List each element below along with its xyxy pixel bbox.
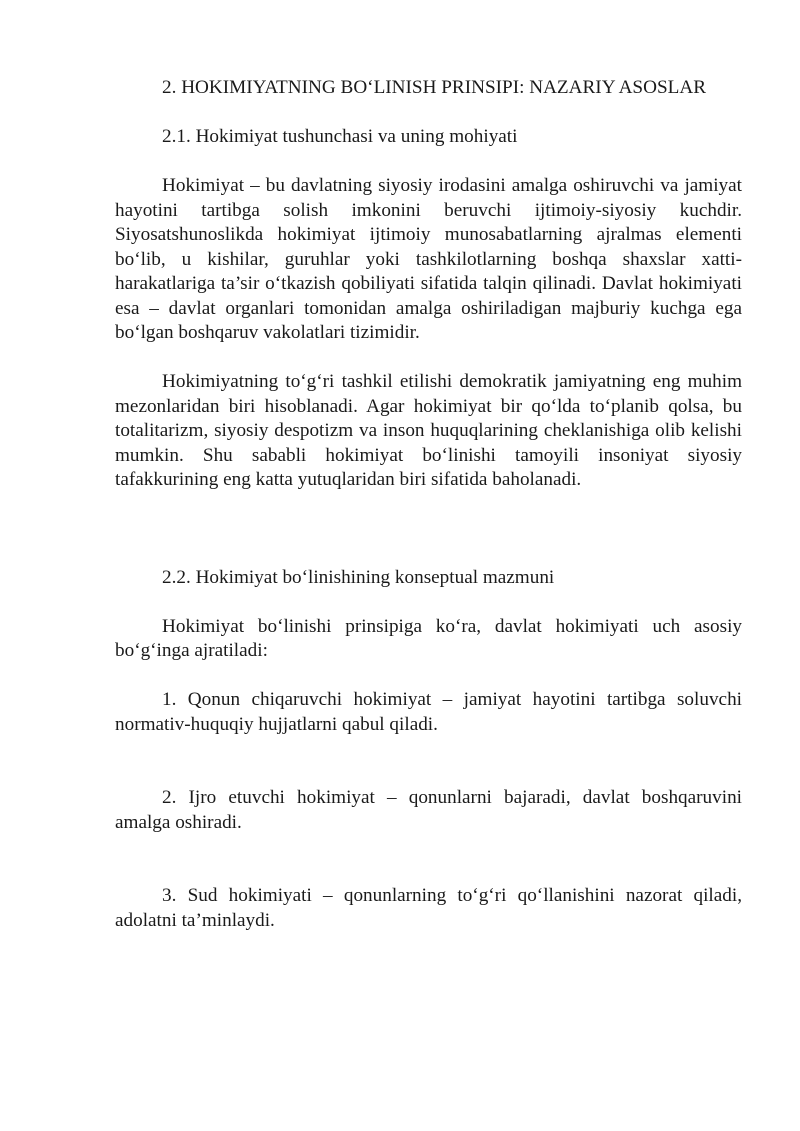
section-title: 2. HOKIMIYATNING BO‘LINISH PRINSIPI: NAZARIY ASOSLAR xyxy=(162,77,707,98)
subsection-title-2-1: 2.1. Hokimiyat tushunchasi va uning mohiyati xyxy=(162,126,518,147)
spacer xyxy=(115,737,742,786)
spacer xyxy=(115,590,742,615)
spacer xyxy=(115,835,742,884)
spacer xyxy=(115,493,742,566)
document-page xyxy=(115,76,742,933)
list-item-legislative: 1. Qonun chiqaruvchi hokimiyat – jamiyat hayotini tartibga soluvchi normativ-huquqiy hujjatlarni qabul qiladi. xyxy=(115,689,742,735)
paragraph-democratic-criteria: Hokimiyatning to‘g‘ri tashkil etilishi demokratik jamiyatning eng muhim mezonlaridan biri hisoblanadi. Agar hokimiyat bir qo‘lda to‘planib qolsa, bu totalitarizm, siyosiy despotizm va inson huquqlarining cheklanishiga olib kelishi mumkin. Shu sababli hokimiyat bo‘linishi tamoyili insoniyat siyosiy tafakkurining eng katta yutuqlaridan biri sifatida baholanadi. xyxy=(115,371,742,490)
spacer xyxy=(115,664,742,689)
spacer xyxy=(115,101,742,126)
spacer xyxy=(115,150,742,175)
paragraph-intro-branches: Hokimiyat bo‘linishi prinsipiga ko‘ra, davlat hokimiyati uch asosiy bo‘g‘inga ajratiladi: xyxy=(115,615,742,661)
list-item-executive: 2. Ijro etuvchi hokimiyat – qonunlarni bajaradi, davlat boshqaruvini amalga oshiradi. xyxy=(115,787,742,833)
paragraph-hokimiyat-definition: Hokimiyat – bu davlatning siyosiy irodasini amalga oshiruvchi va jamiyat hayotini tartibga solish imkonini beruvchi ijtimoiy-siyosiy kuchdir. Siyosatshunoslikda hokimiyat ijtimoiy munosabatlarning ajralmas elementi bo‘lib, u kishilar, guruhlar yoki tashkilotlarning boshqa shaxslar xatti-harakatlariga ta’sir o‘tkazish qobiliyati sifatida talqin qilinadi. Davlat hokimiyati esa – davlat organlari tomonidan amalga oshiriladigan majburiy kuchga ega bo‘lgan boshqaruv vakolatlari tizimidir. xyxy=(115,175,742,343)
spacer xyxy=(115,346,742,371)
list-item-judicial: 3. Sud hokimiyati – qonunlarning to‘g‘ri qo‘llanishini nazorat qiladi, adolatni ta’minlaydi. xyxy=(115,885,742,931)
subsection-title-2-2: 2.2. Hokimiyat bo‘linishining konseptual mazmuni xyxy=(162,566,555,588)
